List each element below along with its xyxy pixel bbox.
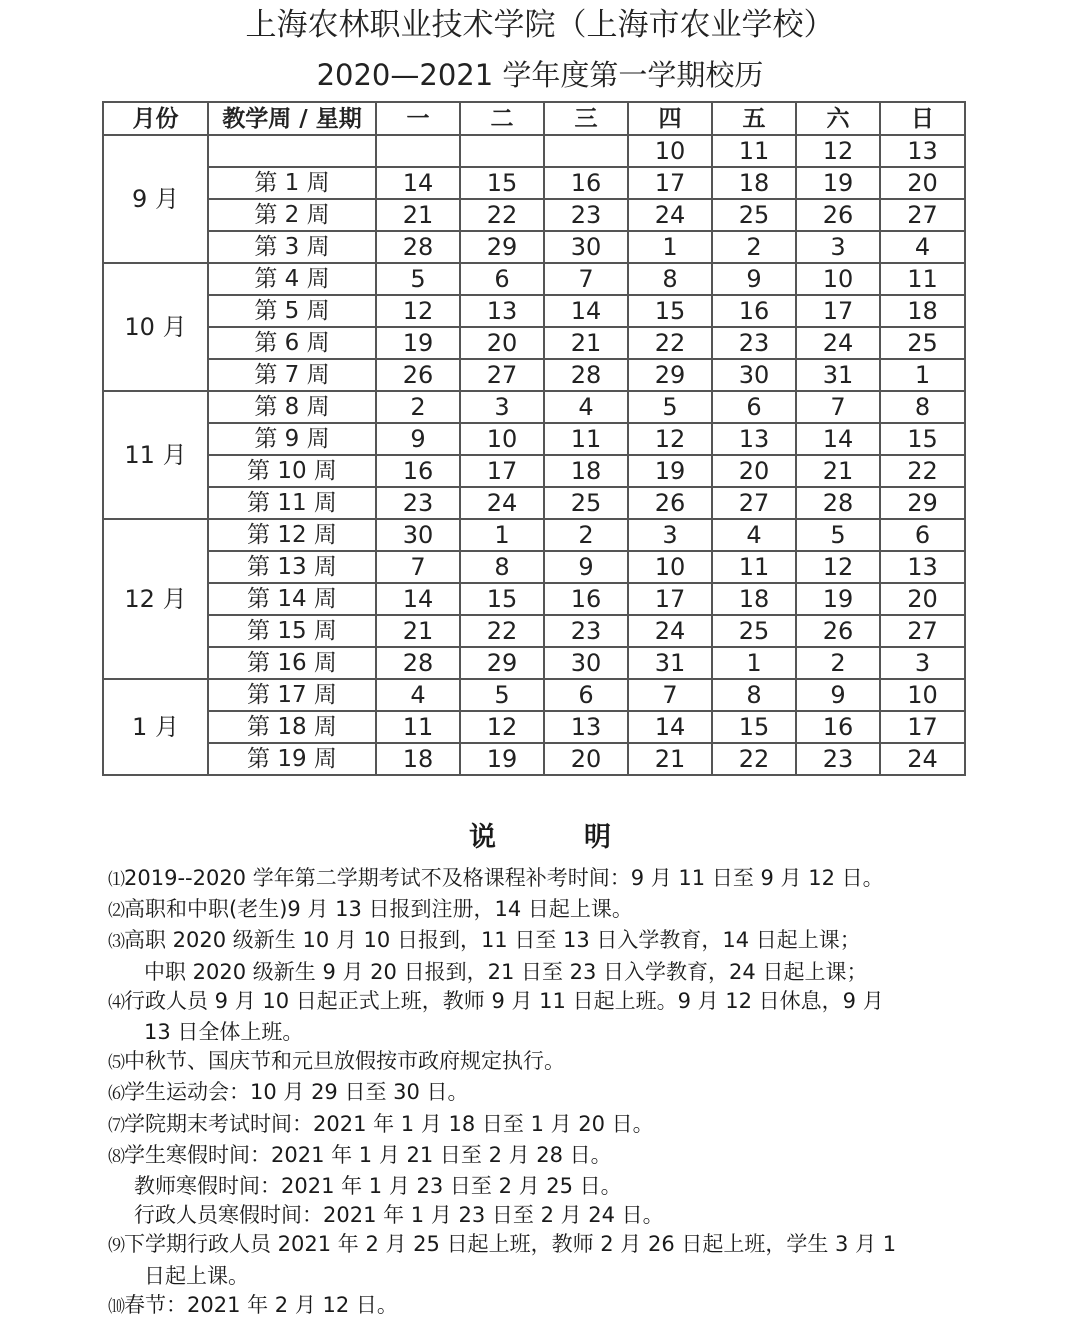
day-cell: 12 [796, 135, 880, 167]
day-cell: 18 [712, 583, 796, 615]
note-line [108, 1078, 968, 1109]
day-cell: 30 [712, 359, 796, 391]
day-cell: 8 [712, 679, 796, 711]
table-row [103, 583, 965, 615]
note-text: 2019--2020 学年第二学期考试不及格课程补考时间：9 月 11 日至 9 月 12 日。 [124, 866, 884, 890]
day-cell: 5 [796, 519, 880, 551]
day-cell: 31 [628, 647, 712, 679]
day-cell: 31 [796, 359, 880, 391]
day-cell: 9 [796, 679, 880, 711]
note-line [108, 1291, 968, 1322]
day-cell: 17 [880, 711, 965, 743]
note-text: 学生寒假时间：2021 年 1 月 21 日至 2 月 28 日。 [124, 1142, 612, 1167]
day-cell: 24 [796, 327, 880, 359]
day-cell: 7 [544, 263, 628, 295]
day-cell: 15 [712, 711, 796, 743]
day-cell: 9 [544, 551, 628, 583]
day-cell: 28 [376, 231, 460, 263]
note-number: ⑻ [108, 1146, 124, 1167]
note-number: ⑸ [108, 1053, 124, 1074]
day-cell: 27 [880, 615, 965, 647]
note-text: 行政人员 9 月 10 日起正式上班，教师 9 月 11 日起上班。9 月 12 日休息，9 月 [124, 988, 884, 1013]
table-row [103, 519, 965, 551]
day-cell: 3 [628, 519, 712, 551]
day-cell: 19 [796, 167, 880, 199]
table-row [103, 359, 965, 391]
day-cell [544, 135, 628, 167]
table-header-row [103, 102, 965, 135]
week-cell: 第 7 周 [208, 359, 376, 391]
month-cell: 11 月 [103, 391, 208, 519]
note-text: 春节：2021 年 2 月 12 日。 [124, 1292, 398, 1317]
note-text: 高职和中职(老生)9 月 13 日报到注册，14 日起上课。 [124, 897, 633, 922]
day-cell: 11 [880, 263, 965, 295]
note-text: 日起上课。 [144, 1263, 249, 1288]
day-cell: 14 [544, 295, 628, 327]
day-cell: 21 [544, 327, 628, 359]
note-line [108, 1047, 968, 1078]
day-cell: 20 [880, 167, 965, 199]
day-cell: 24 [628, 615, 712, 647]
day-cell: 4 [880, 231, 965, 263]
table-row [103, 231, 965, 263]
day-cell: 1 [880, 359, 965, 391]
day-cell: 22 [628, 327, 712, 359]
day-cell: 13 [544, 711, 628, 743]
day-cell: 22 [460, 615, 544, 647]
day-cell: 16 [544, 583, 628, 615]
table-row [103, 295, 965, 327]
table-row [103, 455, 965, 487]
day-cell: 8 [628, 263, 712, 295]
day-cell: 15 [460, 167, 544, 199]
day-cell: 1 [712, 647, 796, 679]
day-cell: 28 [796, 487, 880, 519]
day-cell: 11 [712, 551, 796, 583]
table-row [103, 679, 965, 711]
day-cell: 7 [796, 391, 880, 423]
day-cell: 30 [544, 647, 628, 679]
week-cell: 第 8 周 [208, 391, 376, 423]
day-cell: 29 [460, 647, 544, 679]
day-cell: 21 [376, 199, 460, 231]
note-number: ⑷ [108, 992, 124, 1013]
day-cell: 20 [712, 455, 796, 487]
notes-heading-char: 明 [584, 822, 611, 853]
day-cell: 18 [544, 455, 628, 487]
day-cell: 23 [376, 487, 460, 519]
calendar-table [102, 101, 966, 776]
week-cell: 第 2 周 [208, 199, 376, 231]
day-cell: 4 [544, 391, 628, 423]
day-cell: 27 [880, 199, 965, 231]
day-cell: 13 [460, 295, 544, 327]
day-cell: 6 [880, 519, 965, 551]
week-cell: 第 5 周 [208, 295, 376, 327]
day-cell: 21 [376, 615, 460, 647]
week-cell: 第 9 周 [208, 423, 376, 455]
day-cell: 3 [880, 647, 965, 679]
day-cell: 13 [880, 135, 965, 167]
week-cell: 第 17 周 [208, 679, 376, 711]
day-cell: 22 [460, 199, 544, 231]
week-cell: 第 16 周 [208, 647, 376, 679]
day-cell: 6 [544, 679, 628, 711]
day-cell: 14 [796, 423, 880, 455]
day-cell: 24 [628, 199, 712, 231]
header-sun: 日 [880, 102, 965, 135]
day-cell: 21 [796, 455, 880, 487]
day-cell: 19 [628, 455, 712, 487]
day-cell: 4 [712, 519, 796, 551]
day-cell: 20 [880, 583, 965, 615]
day-cell [376, 135, 460, 167]
day-cell: 17 [460, 455, 544, 487]
note-text: 高职 2020 级新生 10 月 10 日报到，11 日至 13 日入学教育，14 日起上课； [124, 928, 861, 953]
day-cell: 12 [460, 711, 544, 743]
day-cell: 12 [376, 295, 460, 327]
table-row [103, 423, 965, 455]
day-cell: 9 [712, 263, 796, 295]
document-title: 上海农林职业技术学院（上海市农业学校） [245, 7, 835, 43]
day-cell: 2 [544, 519, 628, 551]
note-number: ⑹ [108, 1084, 124, 1105]
day-cell: 19 [376, 327, 460, 359]
header-mon: 一 [376, 102, 460, 135]
note-text: 中秋节、国庆节和元旦放假按市政府规定执行。 [124, 1049, 565, 1074]
document-subtitle: 2020—2021 学年度第一学期校历 [316, 58, 764, 92]
header-wed: 三 [544, 102, 628, 135]
day-cell: 17 [628, 167, 712, 199]
week-cell: 第 4 周 [208, 263, 376, 295]
day-cell: 28 [376, 647, 460, 679]
calendar-body [103, 135, 965, 775]
day-cell: 26 [628, 487, 712, 519]
day-cell: 26 [796, 199, 880, 231]
notes-heading-char: 说 [469, 822, 496, 853]
day-cell: 16 [796, 711, 880, 743]
table-row [103, 615, 965, 647]
notes-list [108, 864, 968, 1322]
day-cell: 24 [460, 487, 544, 519]
note-line [108, 1110, 968, 1141]
day-cell [460, 135, 544, 167]
week-cell: 第 11 周 [208, 487, 376, 519]
note-text: 学生运动会：10 月 29 日至 30 日。 [124, 1080, 469, 1105]
day-cell: 16 [376, 455, 460, 487]
note-number: ⑼ [108, 1236, 124, 1257]
table-row [103, 391, 965, 423]
day-cell: 11 [544, 423, 628, 455]
day-cell: 14 [376, 167, 460, 199]
header-thu: 四 [628, 102, 712, 135]
note-line [108, 958, 968, 987]
day-cell: 3 [460, 391, 544, 423]
month-cell: 12 月 [103, 519, 208, 679]
week-cell: 第 14 周 [208, 583, 376, 615]
day-cell: 20 [544, 743, 628, 775]
day-cell: 2 [376, 391, 460, 423]
month-cell: 1 月 [103, 679, 208, 775]
day-cell: 12 [628, 423, 712, 455]
day-cell: 14 [376, 583, 460, 615]
week-cell: 第 12 周 [208, 519, 376, 551]
day-cell: 23 [544, 199, 628, 231]
note-line [108, 1172, 968, 1201]
week-cell: 第 18 周 [208, 711, 376, 743]
note-line [108, 926, 968, 957]
day-cell: 30 [376, 519, 460, 551]
week-cell: 第 19 周 [208, 743, 376, 775]
note-line [108, 1201, 968, 1230]
note-line [108, 1141, 968, 1172]
day-cell: 5 [628, 391, 712, 423]
week-cell: 第 10 周 [208, 455, 376, 487]
day-cell: 18 [376, 743, 460, 775]
day-cell: 27 [460, 359, 544, 391]
notes-heading [0, 818, 1080, 858]
day-cell: 1 [460, 519, 544, 551]
day-cell: 8 [460, 551, 544, 583]
month-cell: 10 月 [103, 263, 208, 391]
day-cell: 15 [628, 295, 712, 327]
day-cell: 10 [796, 263, 880, 295]
table-row [103, 167, 965, 199]
table-row [103, 199, 965, 231]
day-cell: 10 [628, 551, 712, 583]
day-cell: 1 [628, 231, 712, 263]
note-text: 中职 2020 级新生 9 月 20 日报到，21 日至 23 日入学教育，24 日起上课； [144, 959, 868, 984]
day-cell: 30 [544, 231, 628, 263]
day-cell: 18 [880, 295, 965, 327]
table-row [103, 711, 965, 743]
day-cell: 29 [880, 487, 965, 519]
day-cell: 3 [796, 231, 880, 263]
note-text: 下学期行政人员 2021 年 2 月 25 日起上班，教师 2 月 26 日起上班，学生 3 月 1 [124, 1232, 897, 1257]
day-cell: 25 [544, 487, 628, 519]
day-cell: 13 [712, 423, 796, 455]
day-cell: 12 [796, 551, 880, 583]
day-cell: 22 [712, 743, 796, 775]
table-row [103, 551, 965, 583]
note-number: ⑽ [108, 1296, 124, 1317]
note-line [108, 895, 968, 926]
day-cell: 10 [460, 423, 544, 455]
day-cell: 27 [712, 487, 796, 519]
note-line [108, 1230, 968, 1261]
note-number: ⑵ [108, 901, 124, 922]
month-cell: 9 月 [103, 135, 208, 263]
day-cell: 26 [796, 615, 880, 647]
note-number: ⑴ [108, 870, 124, 890]
day-cell: 19 [796, 583, 880, 615]
header-sat: 六 [796, 102, 880, 135]
day-cell: 25 [712, 615, 796, 647]
day-cell: 21 [628, 743, 712, 775]
day-cell: 6 [712, 391, 796, 423]
note-text: 行政人员寒假时间：2021 年 1 月 23 日至 2 月 24 日。 [134, 1203, 664, 1228]
day-cell: 25 [712, 199, 796, 231]
header-week: 教学周 / 星期 [208, 102, 376, 135]
table-row [103, 263, 965, 295]
week-cell: 第 15 周 [208, 615, 376, 647]
note-text: 学院期末考试时间：2021 年 1 月 18 日至 1 月 20 日。 [124, 1111, 654, 1136]
header-tue: 二 [460, 102, 544, 135]
day-cell: 26 [376, 359, 460, 391]
note-line [108, 864, 968, 895]
day-cell: 15 [880, 423, 965, 455]
day-cell: 2 [796, 647, 880, 679]
week-cell: 第 3 周 [208, 231, 376, 263]
header-fri: 五 [712, 102, 796, 135]
day-cell: 23 [712, 327, 796, 359]
day-cell: 23 [544, 615, 628, 647]
day-cell: 8 [880, 391, 965, 423]
day-cell: 22 [880, 455, 965, 487]
day-cell: 29 [460, 231, 544, 263]
day-cell: 24 [880, 743, 965, 775]
note-text: 教师寒假时间：2021 年 1 月 23 日至 2 月 25 日。 [134, 1174, 622, 1199]
day-cell: 6 [460, 263, 544, 295]
day-cell: 23 [796, 743, 880, 775]
day-cell: 15 [460, 583, 544, 615]
week-cell: 第 13 周 [208, 551, 376, 583]
note-line [108, 987, 968, 1018]
day-cell: 11 [712, 135, 796, 167]
day-cell: 2 [712, 231, 796, 263]
table-row [103, 135, 965, 167]
day-cell: 19 [460, 743, 544, 775]
day-cell: 25 [880, 327, 965, 359]
day-cell: 16 [544, 167, 628, 199]
day-cell: 14 [628, 711, 712, 743]
note-text: 13 日全体上班。 [144, 1020, 304, 1045]
note-number: ⑶ [108, 932, 124, 953]
day-cell: 11 [376, 711, 460, 743]
day-cell: 20 [460, 327, 544, 359]
day-cell: 4 [376, 679, 460, 711]
table-row [103, 647, 965, 679]
day-cell: 28 [544, 359, 628, 391]
day-cell: 17 [796, 295, 880, 327]
day-cell: 29 [628, 359, 712, 391]
day-cell: 7 [628, 679, 712, 711]
week-cell: 第 6 周 [208, 327, 376, 359]
table-row [103, 743, 965, 775]
day-cell: 10 [628, 135, 712, 167]
day-cell: 13 [880, 551, 965, 583]
table-row [103, 327, 965, 359]
note-line [108, 1262, 968, 1291]
day-cell: 9 [376, 423, 460, 455]
table-row [103, 487, 965, 519]
day-cell: 16 [712, 295, 796, 327]
header-month: 月份 [103, 102, 208, 135]
day-cell: 17 [628, 583, 712, 615]
note-number: ⑺ [108, 1115, 124, 1136]
day-cell: 5 [460, 679, 544, 711]
day-cell: 5 [376, 263, 460, 295]
note-line [108, 1018, 968, 1047]
day-cell: 10 [880, 679, 965, 711]
day-cell: 18 [712, 167, 796, 199]
day-cell: 7 [376, 551, 460, 583]
week-cell: 第 1 周 [208, 167, 376, 199]
week-cell [208, 135, 376, 167]
